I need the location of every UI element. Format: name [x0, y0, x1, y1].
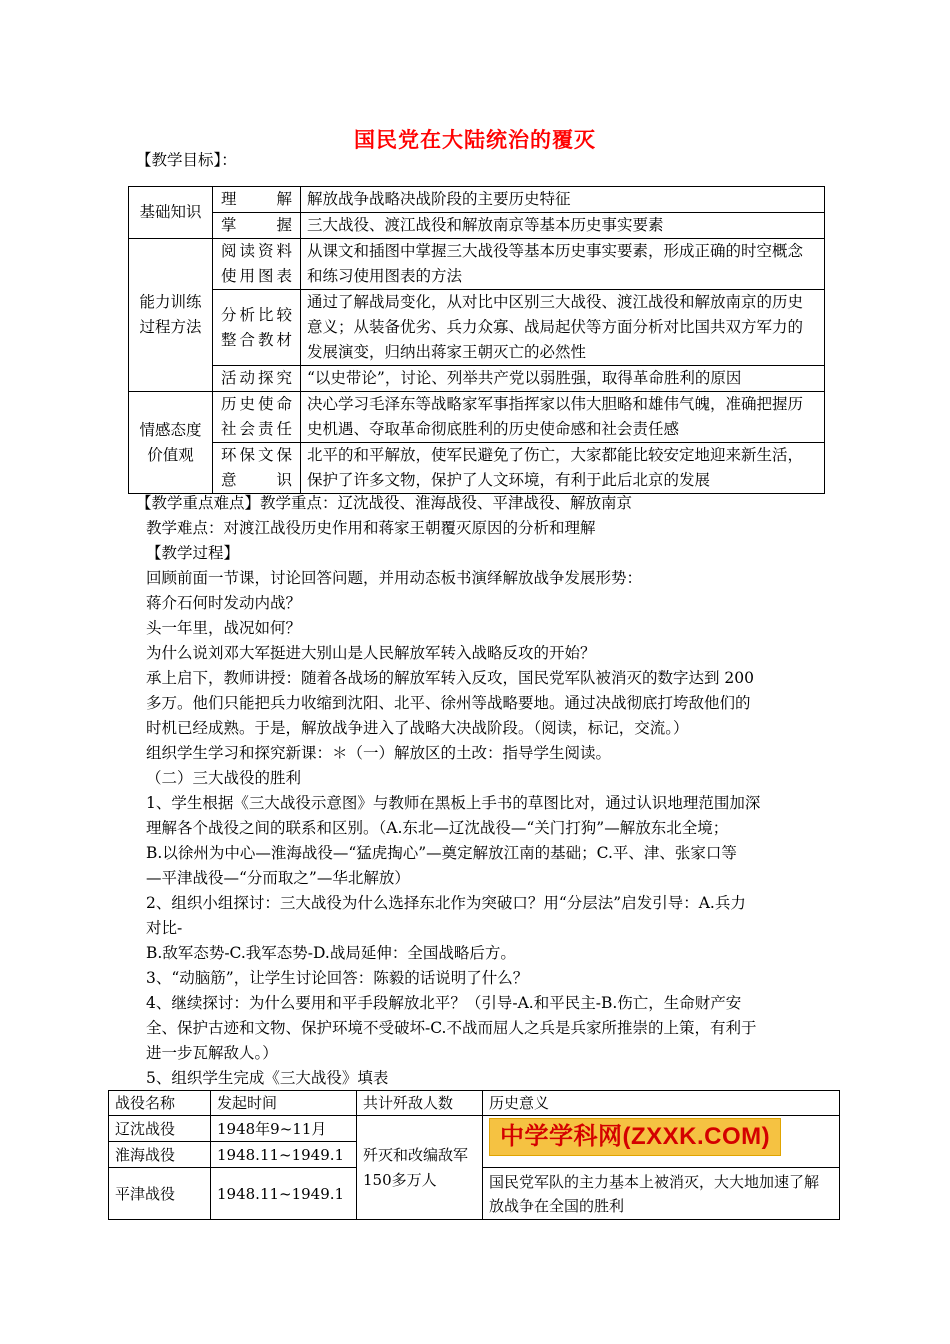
table-row [129, 239, 825, 290]
item-4-line: 进一步瓦解敌人。） [146, 1044, 278, 1062]
section-heading: （二）三大战役的胜利 [146, 769, 302, 787]
column-header: 历史意义 [483, 1091, 840, 1116]
goals-description: “以史带论”，讨论、列举共产党以弱胜强，取得革命胜利的原因 [301, 366, 825, 392]
battle-name: 淮海战役 [109, 1142, 211, 1168]
goals-category: 基础知识 [129, 187, 213, 239]
goals-description: 三大战役、渡江战役和解放南京等基本历史事实要素 [301, 213, 825, 239]
column-header: 战役名称 [109, 1091, 211, 1116]
table-row [129, 187, 825, 213]
goals-description: 从课文和插图中掌握三大战役等基本历史事实要素，形成正确的时空概念和练习使用图表的方法 [301, 239, 825, 290]
process-heading: 【教学过程】 [146, 544, 240, 562]
item-1-line: 1、学生根据《三大战役示意图》与教师在黑板上手书的草图比对，通过认识地理范围加深 [146, 794, 761, 812]
goals-subcategory: 分析比较整合教材 [213, 290, 301, 366]
goals-description: 北平的和平解放，使军民避免了伤亡，大家都能比较安定地迎来新生活，保护了许多文物，保护了人文环境，有利于此后北京的发展 [301, 443, 825, 494]
item-2-line: B.敌军态势-C.我军态势-D.战局延伸：全国战略后方。 [146, 944, 516, 962]
goals-subcategory: 理解 [213, 187, 301, 213]
table-row [109, 1116, 840, 1142]
item-4-line: 4、继续探讨：为什么要用和平手段解放北平？（引导-A.和平民主-B.伤亡，生命财产安 [146, 994, 742, 1012]
goals-category: 能力训练过程方法 [129, 239, 213, 392]
question-2: 头一年里，战况如何？ [146, 619, 302, 637]
item-3: 3、“动脑筋”，让学生讨论回答：陈毅的话说明了什么？ [146, 969, 529, 987]
table-row [129, 213, 825, 239]
goals-subcategory: 掌握 [213, 213, 301, 239]
battle-table [108, 1090, 840, 1220]
battle-name: 平津战役 [109, 1168, 211, 1220]
goals-description: 决心学习毛泽东等战略家军事指挥家以伟大胆略和雄伟气魄，准确把握历史机遇、夺取革命彻底胜利的历史使命感和社会责任感 [301, 392, 825, 443]
column-header: 共计歼敌人数 [357, 1091, 483, 1116]
organize-text: 组织学生学习和探究新课：＊（一）解放区的土改：指导学生阅读。 [146, 744, 612, 762]
battle-time: 1948.11~1949.1 [211, 1142, 357, 1168]
goals-subcategory: 环保文保意识 [213, 443, 301, 494]
transition-line: 承上启下，教师讲授：随着各战场的解放军转入反攻，国民党军队被消灭的数字达到 200 [146, 669, 755, 687]
key-points: 【教学重点难点】教学重点：辽沈战役、淮海战役、平津战役、解放南京 [136, 494, 633, 512]
difficulty: 教学难点：对渡江战役历史作用和蒋家王朝覆灭原因的分析和理解 [146, 519, 596, 537]
item-5: 5、组织学生完成《三大战役》填表 [146, 1069, 389, 1087]
battle-time: 1948年9~11月 [211, 1116, 357, 1142]
item-2-line: 2、组织小组探讨：三大战役为什么选择东北作为突破口？用“分层法”启发引导：A.兵力 [146, 894, 746, 912]
item-4-line: 全、保护古迹和文物、保护环境不受破坏-C.不战而屈人之兵是兵家所推崇的上策，有利于 [146, 1019, 757, 1037]
table-header-row [109, 1091, 840, 1116]
item-1-line: 理解各个战役之间的联系和区别。（A.东北—辽沈战役—“关门打狗”—解放东北全境； [146, 819, 729, 837]
table-row [129, 366, 825, 392]
table-row [129, 443, 825, 494]
goals-description: 通过了解战局变化，从对比中区别三大战役、渡江战役和解放南京的历史意义；从装备优劣、兵力众寡、战局起伏等方面分析对比国共双方军力的发展演变，归纳出蒋家王朝灭亡的必然性 [301, 290, 825, 366]
battle-name: 辽沈战役 [109, 1116, 211, 1142]
column-header: 发起时间 [211, 1091, 357, 1116]
significance-cell: 国民党军队的主力基本上被消灭，大大地加速了解放战争在全国的胜利 [483, 1168, 840, 1220]
item-2-line: 对比- [146, 919, 183, 937]
page-title: 国民党在大陆统治的覆灭 [354, 127, 596, 152]
goals-table [128, 186, 825, 494]
goals-subcategory: 历史使命社会责任 [213, 392, 301, 443]
table-row [129, 290, 825, 366]
transition-line: 时机已经成熟。于是，解放战争进入了战略大决战阶段。（阅读，标记，交流。） [146, 719, 689, 737]
battle-time: 1948.11~1949.1 [211, 1168, 357, 1220]
table-row [129, 392, 825, 443]
goals-subcategory: 阅读资料使用图表 [213, 239, 301, 290]
goals-description: 解放战争战略决战阶段的主要历史特征 [301, 187, 825, 213]
watermark-cell [483, 1116, 840, 1168]
item-1-line: B.以徐州为中心—淮海战役—“猛虎掏心”—奠定解放江南的基础；C.平、津、张家口等 [146, 844, 737, 862]
goals-category: 情感态度价值观 [129, 392, 213, 494]
review-text: 回顾前面一节课，讨论回答问题，并用动态板书演绎解放战争发展形势： [146, 569, 643, 587]
question-1: 蒋介石何时发动内战？ [146, 594, 302, 612]
goals-subcategory: 活动探究 [213, 366, 301, 392]
transition-line: 多万。他们只能把兵力收缩到沈阳、北平、徐州等战略要地。通过决战彻底打垮敌他们的 [146, 694, 751, 712]
question-3: 为什么说刘邓大军挺进大别山是人民解放军转入战略反攻的开始？ [146, 644, 596, 662]
casualties-cell: 歼灭和改编敌军150多万人 [357, 1116, 483, 1220]
item-1-line: —平津战役—“分而取之”—华北解放） [146, 869, 410, 887]
goals-heading: 【教学目标】： [136, 151, 237, 169]
watermark-logo: 中学学科网(ZXXK.COM) [489, 1118, 781, 1156]
